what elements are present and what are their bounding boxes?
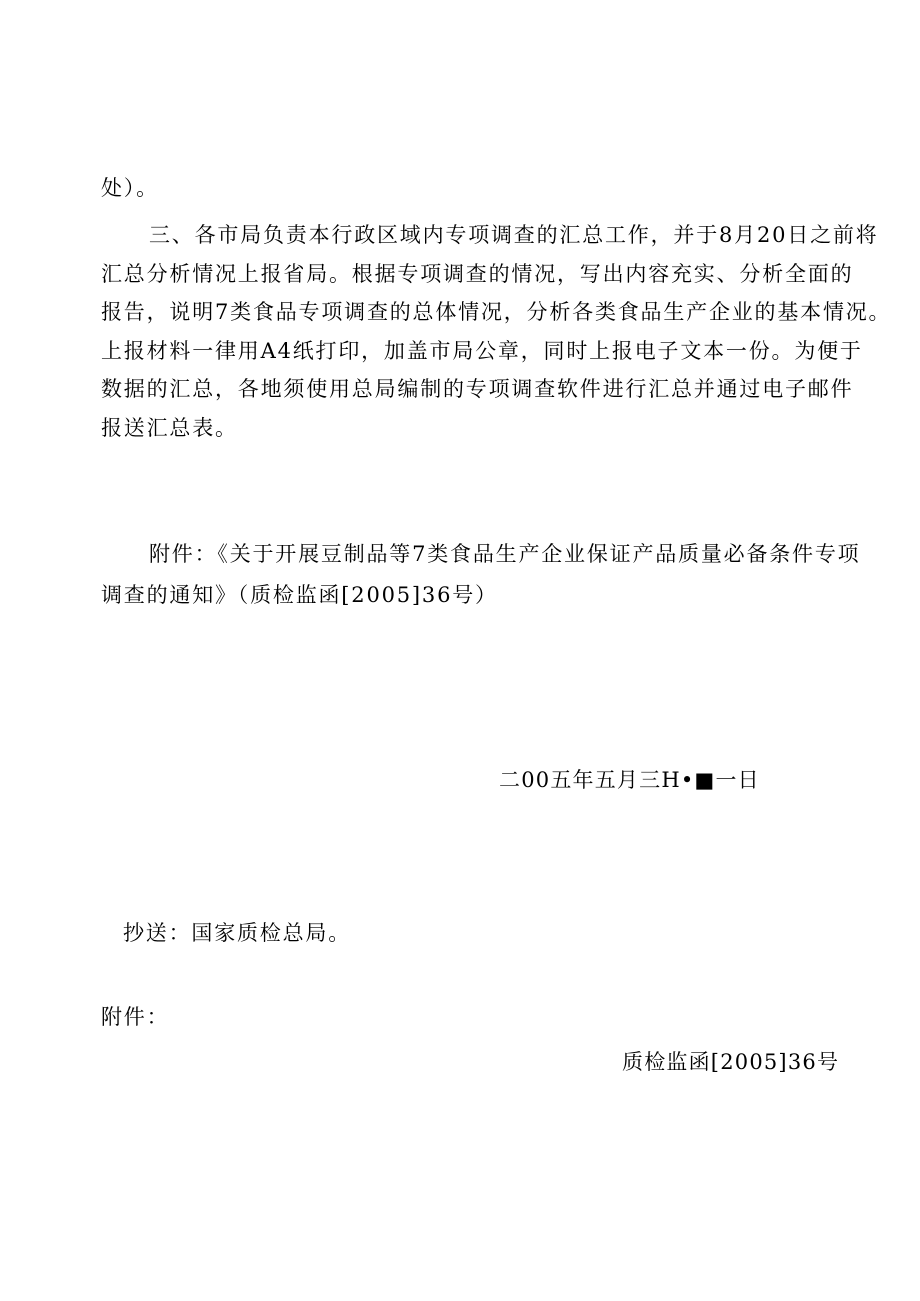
carbon-copy-line: 抄送：国家质检总局。	[123, 921, 351, 945]
section-three-line: 三、各市局负责本行政区域内专项调查的汇总工作，并于8月20日之前将	[149, 223, 879, 247]
section-three-paragraph	[101, 216, 892, 448]
attachment-note	[101, 534, 861, 616]
section-three-line: 报告，说明7类食品专项调查的总体情况，分析各类食品生产企业的基本情况。	[101, 300, 892, 325]
attachment-note-line: 附件：《关于开展豆制品等7类食品生产企业保证产品质量必备条件专项	[149, 542, 861, 566]
section-three-line: 报送汇总表。	[101, 415, 238, 440]
section-three-line: 汇总分析情况上报省局。根据专项调查的情况，写出内容充实、分析全面的	[101, 261, 854, 286]
document-date: 二00五年五月三H•■一日	[499, 768, 760, 792]
section-three-line: 上报材料一律用A4纸打印，加盖市局公章，同时上报电子文本一份。为便于	[101, 338, 863, 363]
section-three-line: 数据的汇总，各地须使用总局编制的专项调查软件进行汇总并通过电子邮件	[101, 377, 854, 402]
continuation-text: 处）。	[101, 176, 159, 200]
attachment-note-line: 调查的通知》（质检监函[2005]36号）	[101, 583, 498, 607]
annex-document-number: 质检监函[2005]36号	[622, 1050, 840, 1074]
annex-label: 附件：	[101, 1005, 170, 1029]
